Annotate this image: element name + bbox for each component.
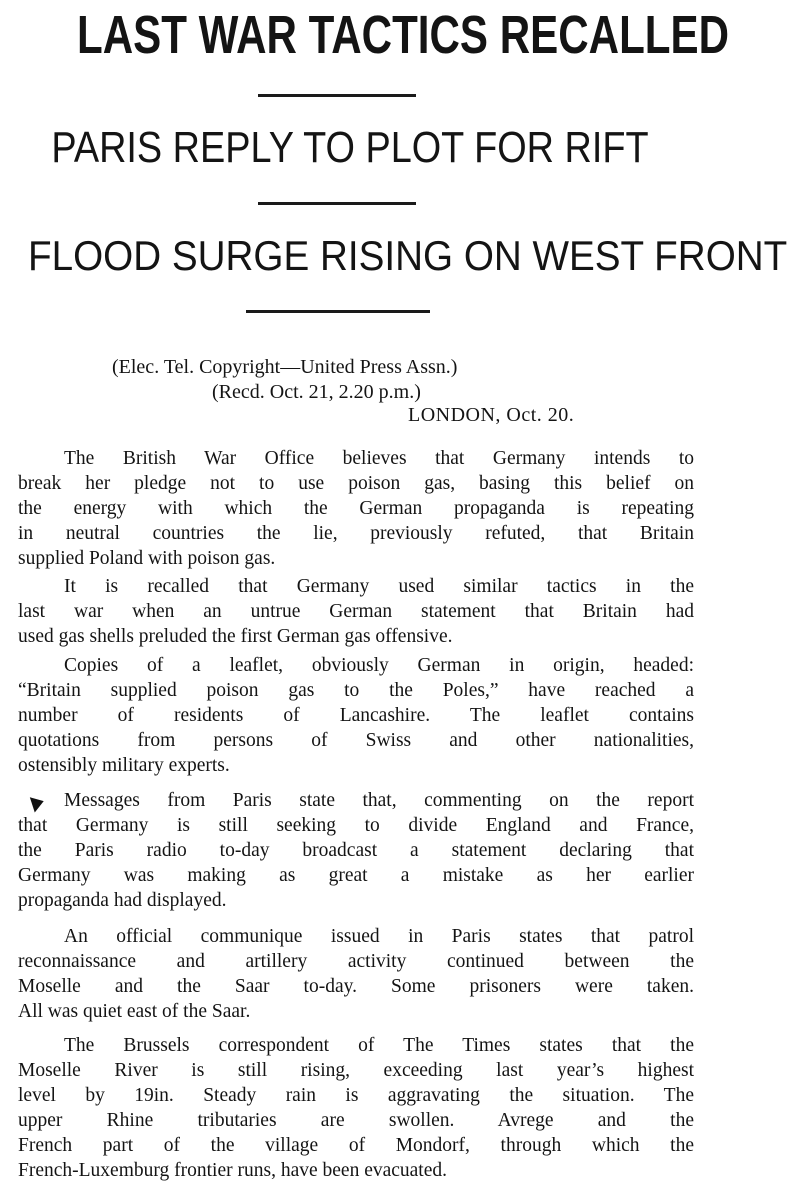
body-line: in neutral countries the lie, previously refuted, that Britain [18,523,694,544]
received-time: (Recd. Oct. 21, 2.20 p.m.) [212,381,421,403]
body-line: The Brussels correspondent of The Times states that the [64,1035,694,1056]
headline-secondary: PARIS REPLY TO PLOT FOR RIFT [51,123,649,172]
body-line: quotations from persons of Swiss and other nationalities, [18,730,694,751]
body-line: level by 19in. Steady rain is aggravating the situation. The [18,1085,694,1106]
body-line: French-Luxemburg frontier runs, have been evacuated. [18,1160,448,1181]
headline-divider [258,94,416,97]
body-line: Copies of a leaflet, obviously German in origin, headed: [64,655,694,676]
headline-divider [246,310,430,313]
body-line: propaganda had displayed. [18,890,227,911]
body-line: number of residents of Lancashire. The leaflet contains [18,705,694,726]
body-line: used gas shells preluded the first German gas offensive. [18,626,453,647]
body-line: the energy with which the German propaganda is repeating [18,498,694,519]
body-line: French part of the village of Mondorf, through which the [18,1135,694,1156]
headline-tertiary: FLOOD SURGE RISING ON WEST FRONT [28,232,787,279]
body-line: “Britain supplied poison gas to the Poles,” have reached a [18,680,694,701]
body-line: the Paris radio to-day broadcast a statement declaring that [18,840,694,861]
body-line: Germany was making as great a mistake as her earlier [18,865,694,886]
body-line: ostensibly military experts. [18,755,230,776]
headline-divider [258,202,416,205]
body-line: It is recalled that Germany used similar tactics in the [64,576,694,597]
body-line: reconnaissance and artillery activity continued between the [18,951,694,972]
body-line: The British War Office believes that Germany intends to [64,448,694,469]
body-line: Moselle River is still rising, exceeding last year’s highest [18,1060,694,1081]
body-line: last war when an untrue German statement that Britain had [18,601,694,622]
body-line: All was quiet east of the Saar. [18,1001,251,1022]
body-line: upper Rhine tributaries are swollen. Avrege and the [18,1110,694,1131]
dateline: LONDON, Oct. 20. [408,404,575,426]
wire-credit: (Elec. Tel. Copyright—United Press Assn.) [112,356,458,378]
paragraph-marker-icon [30,794,46,813]
body-line: Moselle and the Saar to-day. Some prisoners were taken. [18,976,694,997]
body-line: Messages from Paris state that, commenting on the report [64,790,694,811]
body-line: An official communique issued in Paris states that patrol [64,926,694,947]
headline-main: LAST WAR TACTICS RECALLED [77,5,730,65]
body-line: break her pledge not to use poison gas, basing this belief on [18,473,694,494]
body-line: that Germany is still seeking to divide England and France, [18,815,694,836]
body-line: supplied Poland with poison gas. [18,548,276,569]
